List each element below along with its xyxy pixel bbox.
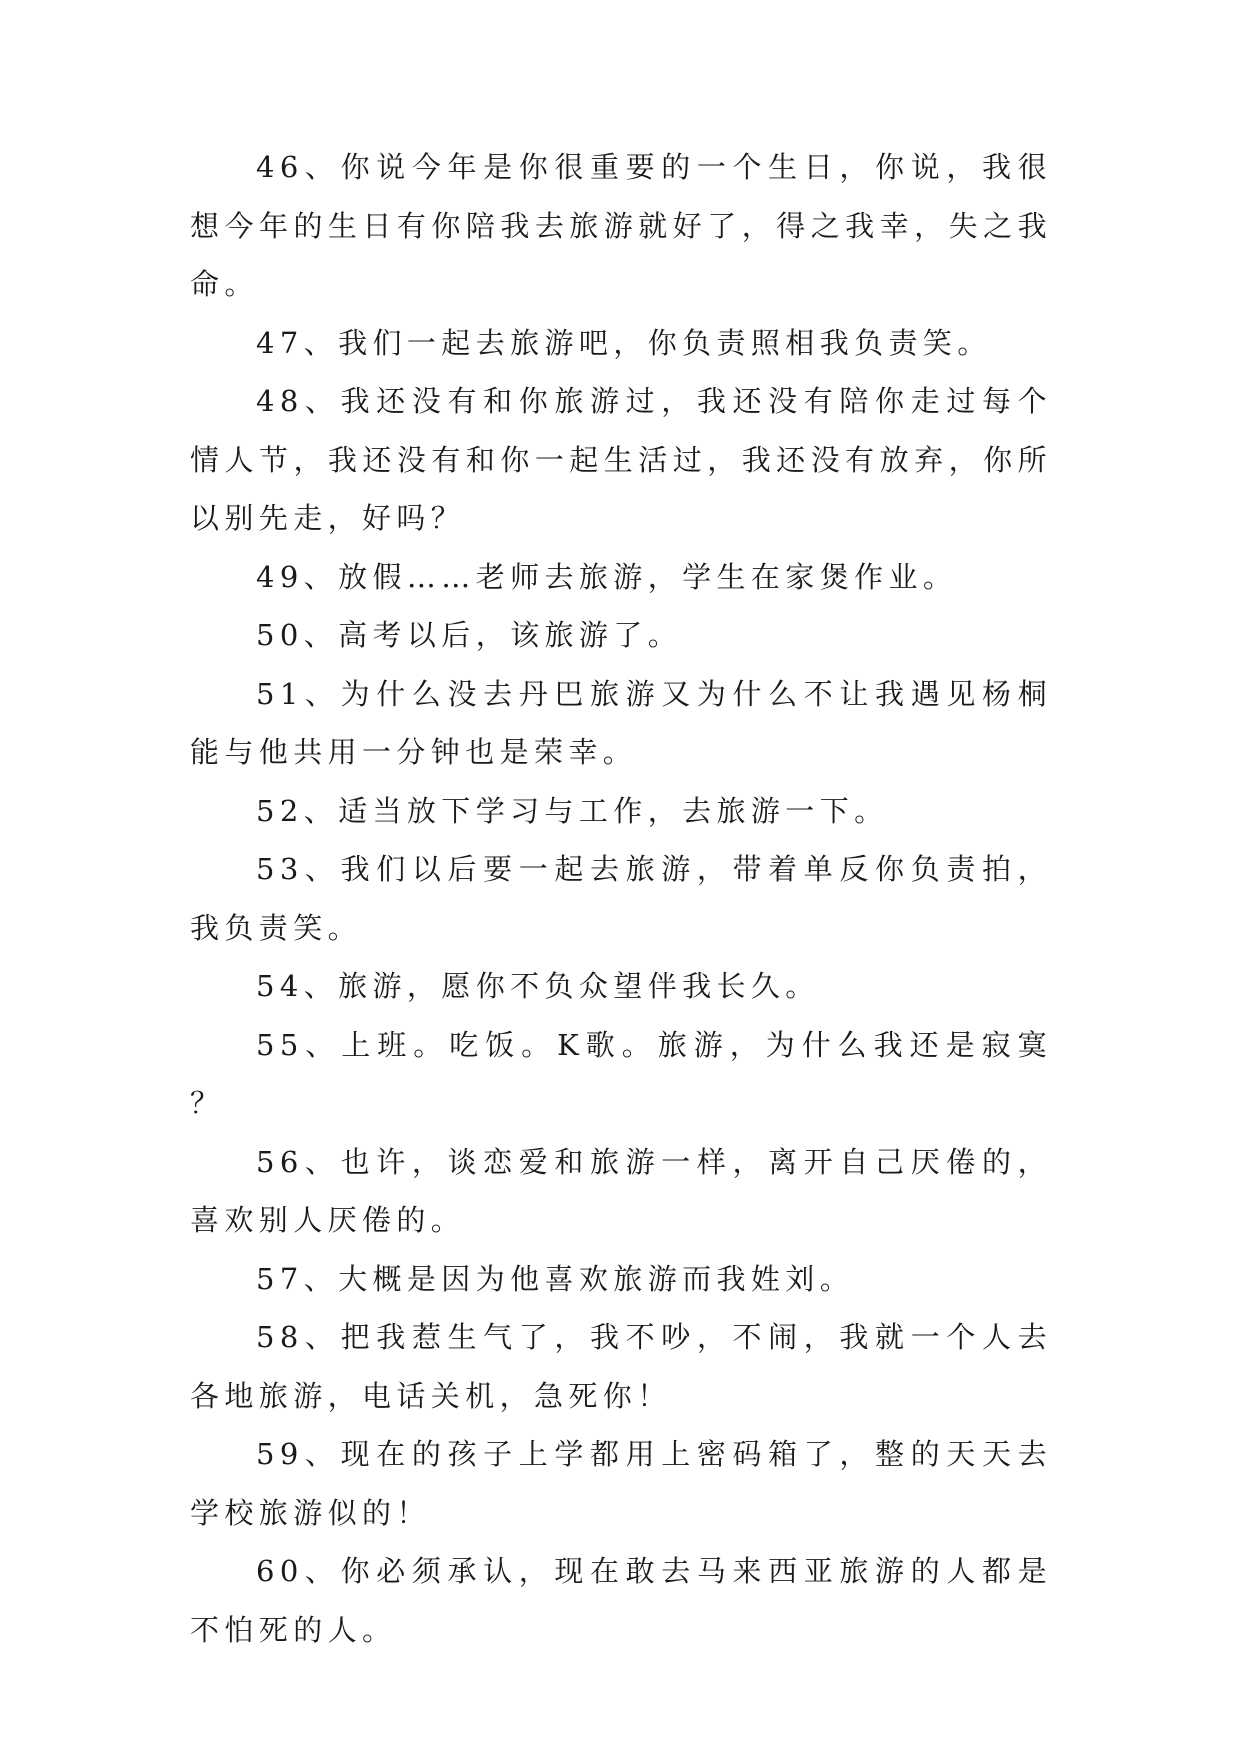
document-page — [190, 138, 1052, 1659]
paragraph-55: 55、上班。吃饭。K歌。旅游，为什么我还是寂寞？ — [190, 1027, 1052, 1120]
paragraph-48: 48、我还没有和你旅游过，我还没有陪你走过每个情人节，我还没有和你一起生活过，我还没有放弃，你所以别先走，好吗？ — [190, 384, 1052, 535]
paragraph-57: 57、大概是因为他喜欢旅游而我姓刘。 — [256, 1261, 855, 1296]
paragraph-51: 51、为什么没去丹巴旅游又为什么不让我遇见杨桐能与他共用一分钟也是荣幸。 — [190, 676, 1052, 769]
paragraph-54: 54、旅游，愿你不负众望伴我长久。 — [256, 969, 820, 1003]
paragraph-56: 56、也许，谈恋爱和旅游一样，离开自己厌倦的，喜欢别人厌倦的。 — [190, 1144, 1052, 1237]
paragraph-52: 52、适当放下学习与工作，去旅游一下。 — [256, 793, 889, 828]
paragraph-50: 50、高考以后，该旅游了。 — [256, 618, 683, 652]
paragraph-49: 49、放假……老师去旅游，学生在家煲作业。 — [256, 559, 958, 594]
paragraph-59: 59、现在的孩子上学都用上密码箱了，整的天天去学校旅游似的！ — [190, 1437, 1052, 1530]
paragraph-53: 53、我们以后要一起去旅游，带着单反你负责拍，我负责笑。 — [190, 852, 1052, 945]
paragraph-47: 47、我们一起去旅游吧，你负责照相我负责笑。 — [256, 325, 992, 360]
paragraph-46: 46、你说今年是你很重要的一个生日，你说，我很想今年的生日有你陪我去旅游就好了，得之我幸，失之我命。 — [190, 150, 1052, 301]
paragraph-60: 60、你必须承认，现在敢去马来西亚旅游的人都是不怕死的人。 — [190, 1554, 1052, 1647]
paragraph-58: 58、把我惹生气了，我不吵，不闹，我就一个人去各地旅游，电话关机，急死你！ — [190, 1320, 1052, 1413]
